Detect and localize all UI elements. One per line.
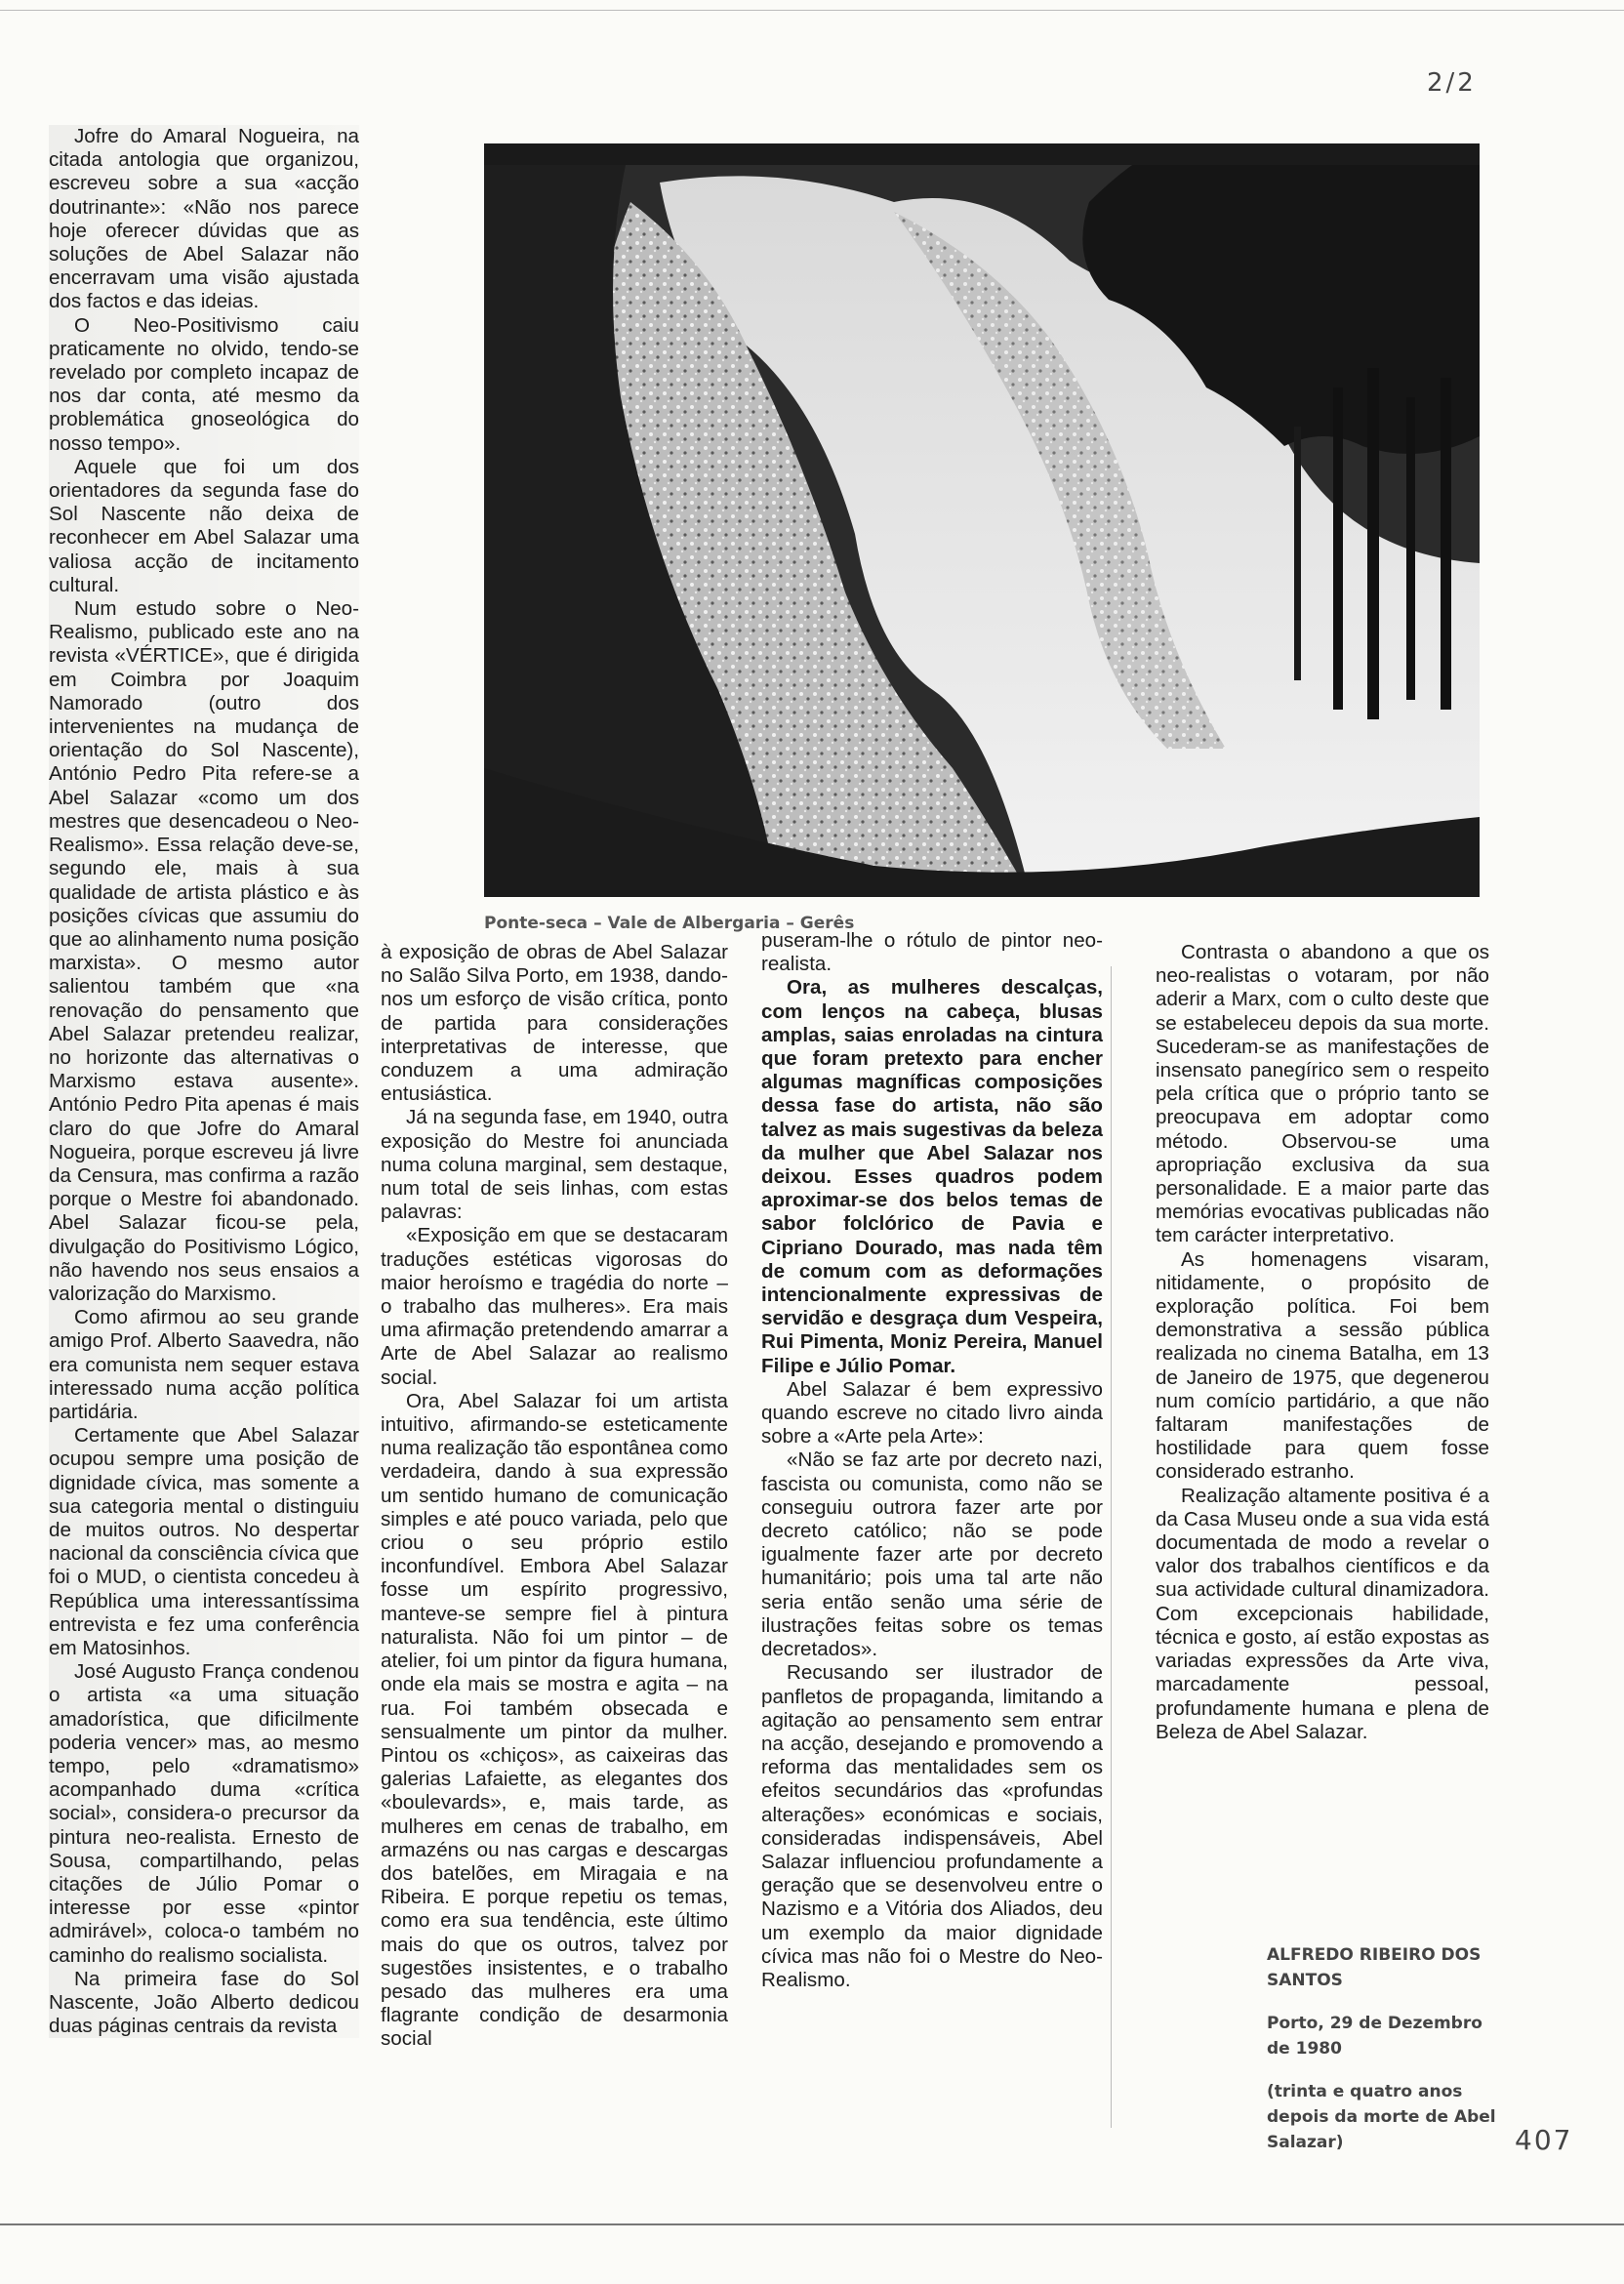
paragraph: As homenagens visaram, nitidamente, o propósito de exploração política. Foi bem demonstrativa a sessão pública realizada no cinema Batalha, em 13 de Janeiro de 1975, que degenerou num comício partidário, a que não faltaram manifestações de hostilidade para quem fosse considerado estranho. [1156,1247,1489,1484]
place-date: Porto, 29 de Dezembro de 1980 [1267,2014,1482,2059]
paragraph: Ora, Abel Salazar foi um artista intuitivo, afirmando-se esteticamente numa realização tão espontânea como verdadeira, dando à sua expressão um sentido humano de comunicação simples e até pouco variada, pelo que criou o seu próprio estilo inconfundível. Embora Abel Salazar fosse um espírito progressivo, manteve-se sempre fiel à pintura naturalista. Não foi um pintor – de atelier, foi um pintor da figura humana, onde ela mais se mostra e agita – na rua. Foi também obsecada e sensualmente um pintor da mulher. Pintou os «chiços», as caixeiras das galerias Lafaiette, as elegantes dos «boulevards», e, mais tarde, as mulheres em cenas de trabalho, em armazéns ou nas cargas e descargas dos batelões, em Miragaia e na Ribeira. E porque repetiu os temas, como era sua tendência, este último mais do que os outros, talvez por sugestões insistentes, e o trabalho pesado das mulheres era uma flagrante condição de desarmonia social [381,1389,728,2051]
paragraph: Contrasta o abandono a que os neo-realistas o votaram, por não aderir a Marx, com o culto deste que se estabeleceu depois da sua morte. Sucederam-se as manifestações de insensato panegírico sem o respeito pela crítica que o próprio tanto se preocupava em adoptar como método. Observou-se uma apropriação exclusiva da sua personalidade. E a maior parte das memórias evocativas publicadas não tem carácter interpretativo. [1156,941,1489,1247]
paragraph: Como afirmou ao seu grande amigo Prof. Alberto Saavedra, não era comunista nem sequer estava interessado numa acção política partidária. [49,1306,359,1423]
article-column-3 [761,929,1103,1992]
paragraph: Já na segunda fase, em 1940, outra exposição do Mestre foi anunciada numa coluna marginal, sem destaque, num total de seis linhas, com estas palavras: [381,1106,728,1224]
page-number: 407 [1515,2124,1573,2156]
paragraph: Num estudo sobre o Neo-Realismo, publicado este ano na revista «VÉRTICE», que é dirigida em Coimbra por Joaquim Namorado (outro dos intervenientes na mudança de orientação do Sol Nascente), António Pedro Pita refere-se a Abel Salazar «como um dos mestres que desencadeou o Neo-Realismo». Essa relação deve-se, segundo ele, mais à sua qualidade de artista plástico e às posições cívicas que assumiu do que ao alinhamento numa posição marxista». O mesmo autor salientou também que «na renovação do pensamento que Abel Salazar pretendeu realizar, no horizonte das alternativas o Marxismo estava ausente». António Pedro Pita apenas é mais claro do que Jofre do Amaral Nogueira, porque escreveu já livre da Censura, mas confirma a razão porque o Mestre foi abandonado. Abel Salazar ficou-se pela, divulgação do Positivismo Lógico, não havendo nos seus ensaios a valorização do Marxismo. [49,597,359,1305]
sheet-number: 2/2 [1427,68,1477,98]
paragraph: «Exposição em que se destacaram traduções estéticas vigorosas do maior heroísmo e tragédia do norte – o trabalho das mulheres». Era mais uma afirmação pretendendo amarrar a Arte de Abel Salazar ao realismo social. [381,1224,728,1389]
article-column-4 [1156,941,1489,1744]
top-rule [0,10,1624,11]
article-column-1 [49,125,359,2038]
painting-landscape-image [484,143,1480,897]
paragraph: Na primeira fase do Sol Nascente, João Alberto dedicou duas páginas centrais da revista [49,1967,359,2038]
signature-note: (trinta e quatro anos depois da morte de Abel Salazar) [1267,2082,1496,2152]
paragraph: à exposição de obras de Abel Salazar no Salão Silva Porto, em 1938, dando-nos um esforço de visão crítica, ponto de partida para considerações interpretativas de interesse, que conduzem a uma admiração entusiástica. [381,941,728,1106]
paragraph: Ora, as mulheres descalças, com lenços na cabeça, blusas amplas, saias enroladas na cintura que foram pretexto para encher algumas magníficas composições dessa fase do artista, não são talvez as mais sugestivas da beleza da mulher que Abel Salazar nos deixou. Esses quadros podem aproximar-se dos belos temas de sabor folclórico de Pavia e Cipriano Dourado, mas nada têm de comum com as deformações intencionalmente expressivas de servidão e desgraça dum Vespeira, Rui Pimenta, Moniz Pereira, Manuel Filipe e Júlio Pomar. [761,976,1103,1377]
author-signature [1267,1942,1501,2173]
paragraph: Recusando ser ilustrador de panfletos de propaganda, limitando a agitação ao pensamento sem entrar na acção, desejando e promovendo a reforma das mentalidades sem os efeitos secundários das «profundas alterações» económicas e sociais, consideradas indispensáveis, Abel Salazar influenciou profundamente a geração que se desenvolveu entre o Nazismo e a Vitória dos Aliados, deu um exemplo da maior dignidade cívica mas não foi o Mestre do Neo-Realismo. [761,1661,1103,1991]
paragraph: Abel Salazar é bem expressivo quando escreve no citado livro ainda sobre a «Arte pela Arte»: [761,1377,1103,1448]
paragraph: Aquele que foi um dos orientadores da segunda fase do Sol Nascente não deixa de reconhecer em Abel Salazar uma valiosa acção de incitamento cultural. [49,455,359,596]
paragraph: O Neo-Positivismo caiu praticamente no olvido, tendo-se revelado por completo incapaz de nos dar conta, até mesmo da problemática gnoseológica do nosso tempo». [49,313,359,455]
paragraph: puseram-lhe o rótulo de pintor neo-realista. [761,929,1103,976]
paragraph: Jofre do Amaral Nogueira, na citada antologia que organizou, escreveu sobre a sua «acção doutrinante»: «Não nos parece hoje oferecer dúvidas que as soluções de Abel Salazar não encerravam uma visão ajustada dos factos e das ideias. [49,125,359,313]
paragraph: José Augusto França condenou o artista «a uma situação amadorística, que dificilmente poderia vencer» mas, ao mesmo tempo, pelo «dramatismo» acompanhado duma «crítica social», considera-o precursor da pintura neo-realista. Ernesto de Sousa, compartilhando, pelas citações de Júlio Pomar o interesse por esse «pintor admirável», coloca-o também no caminho do realismo socialista. [49,1660,359,1967]
article-column-2 [381,941,728,2052]
paragraph: Realização altamente positiva é a da Casa Museu onde a sua vida está documentada de modo a revelar o valor dos trabalhos científicos e da sua actividade cultural dinamizadora. Com excepcionais habilidade, técnica e gosto, aí estão expostas as variadas expressões da Arte viva, marcadamente pessoal, profundamente humana e plena de Beleza de Abel Salazar. [1156,1484,1489,1743]
paragraph: Certamente que Abel Salazar ocupou sempre uma posição de dignidade cívica, mas somente a sua categoria mental o distinguiu de muitos outros. No despertar nacional da consciência cívica que foi o MUD, o cientista concedeu à República uma interessantíssima entrevista e fez uma conferência em Matosinhos. [49,1424,359,1659]
author-name: ALFREDO RIBEIRO DOS SANTOS [1267,1945,1482,1990]
photo-caption: Ponte-seca – Vale de Albergaria – Gerês [484,914,855,933]
paragraph: «Não se faz arte por decreto nazi, fascista ou comunista, como não se conseguiu outrora fazer arte por decreto católico; não se pode igualmente fazer arte por decreto humanitário; pois uma tal arte não seria então senão uma série de ilustrações feitas sobre os temas decretados». [761,1448,1103,1661]
column-divider [1111,966,1112,2128]
painting-photo [484,143,1480,897]
bottom-rule [0,2223,1624,2225]
